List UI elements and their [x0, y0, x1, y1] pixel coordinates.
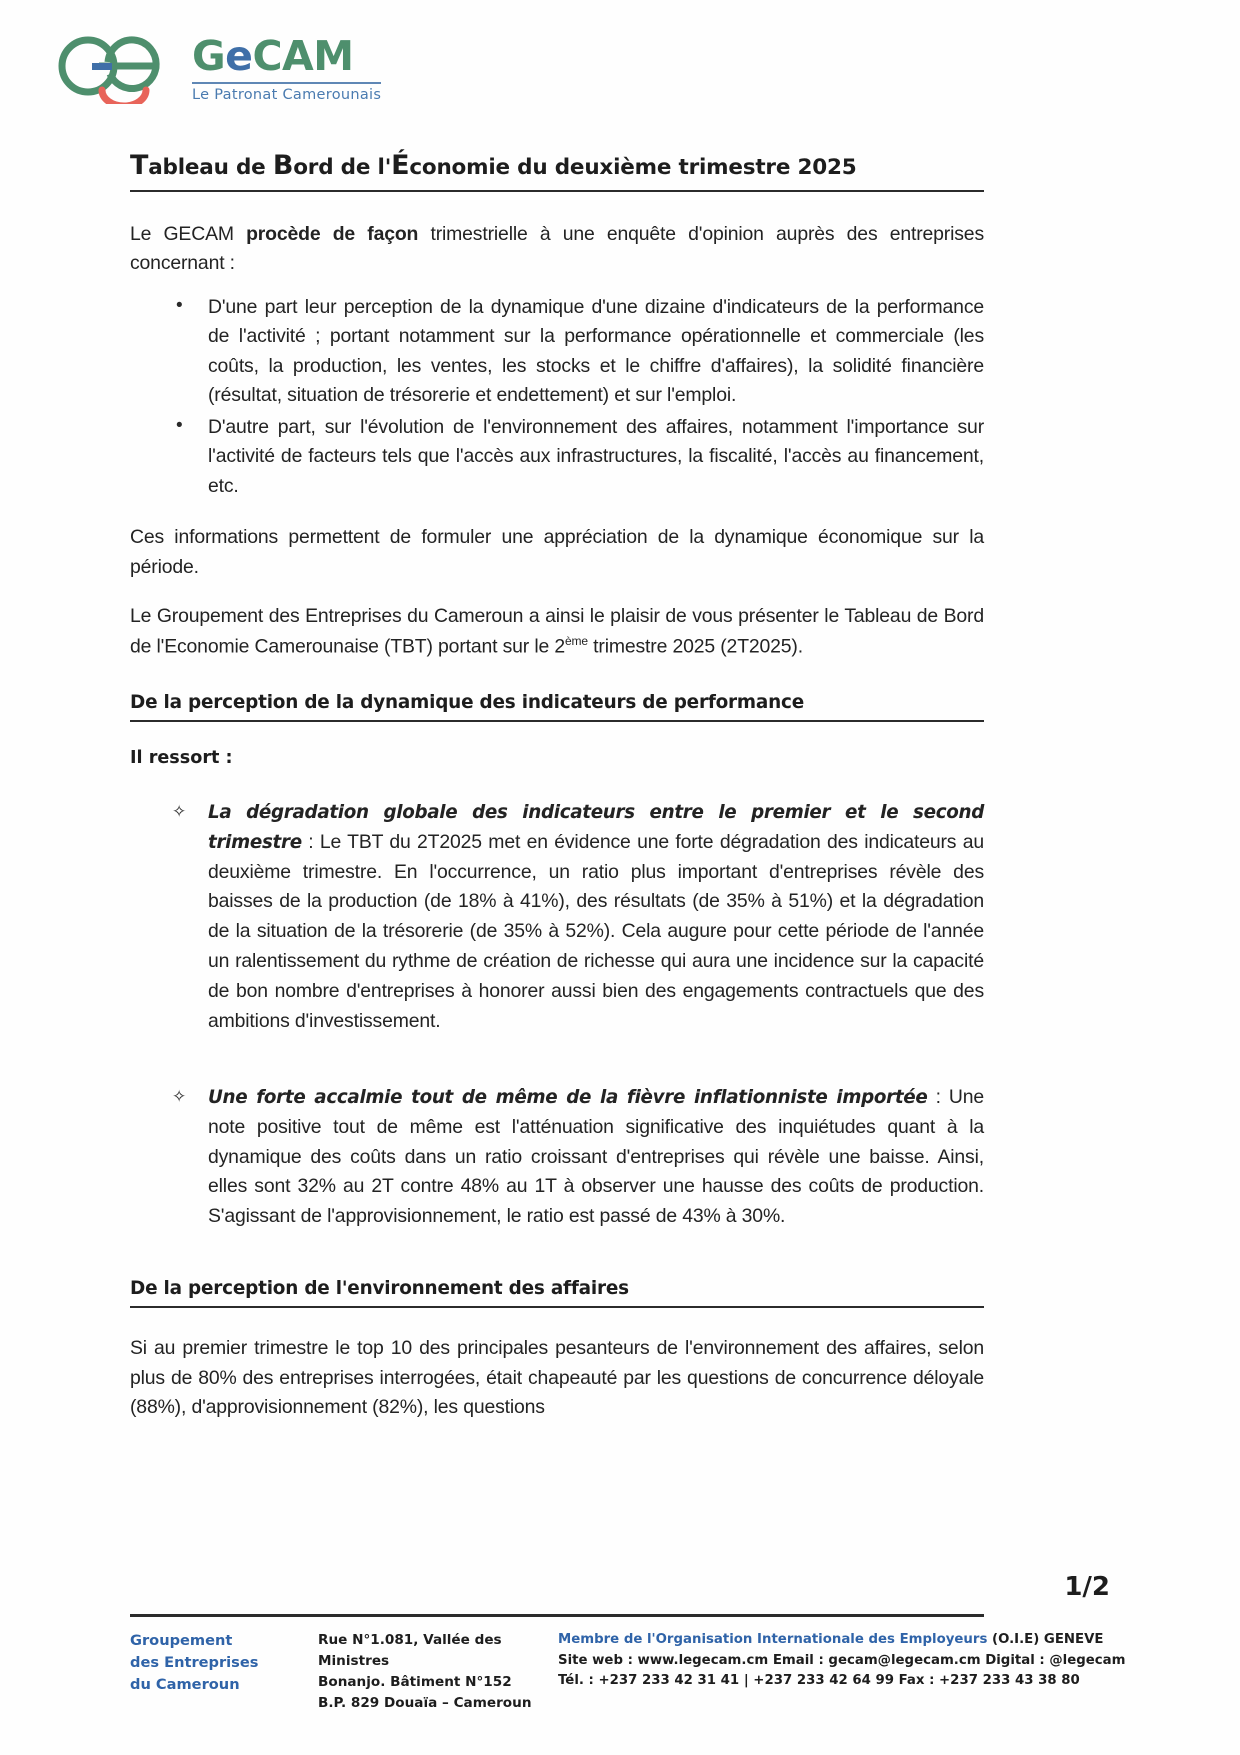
logo-tagline: Le Patronat Camerounais: [192, 86, 382, 103]
footer-address-line-3: B.P. 829 Douaïa – Cameroun: [318, 1695, 532, 1712]
survey-scope-list: [130, 293, 984, 501]
list-item: • D'une part leur perception de la dynamique d'une dizaine d'indicateurs de la performance de l'activité ; portant notamment sur la performance opérationnelle et commerciale (les coûts, la production, les ventes, les stocks et le chiffre d'affaires), la solidité financière (résultat, situation de trésorerie et endettement) et sur l'emploi.: [170, 293, 984, 411]
intro-paragraph: Le GECAM procède de façon trimestrielle à une enquête d'opinion auprès des entreprises concernant :: [130, 223, 984, 275]
footer-contact: [558, 1630, 1130, 1692]
section-heading-environnement: De la perception de l'environnement des affaires: [130, 1278, 984, 1308]
page-title: Tableau de Bord de l'Économie du deuxième trimestre 2025: [130, 150, 984, 192]
paragraph-groupement: Le Groupement des Entreprises du Cameroun a ainsi le plaisir de vous présenter le Tableau de Bord de l'Economie Camerounaise (TBT) portant sur le 2ème trimestre 2025 (2T2025).: [130, 605, 984, 658]
page-footer: [130, 1630, 1130, 1714]
footer-membership: Membre de l'Organisation Internationale des Employeurs (O.I.E) GENEVE: [558, 1632, 1104, 1647]
footer-web-line: Site web : www.legecam.cm Email : gecam@legecam.cm Digital : @legecam: [558, 1652, 1126, 1668]
footer-address-line-1: Rue N°1.081, Vallée des Ministres: [318, 1632, 502, 1670]
footer-address-line-2: Bonanjo. Bâtiment N°152: [318, 1674, 512, 1691]
paragraph-environnement: Si au premier trimestre le top 10 des principales pesanteurs de l'environnement des affaires, selon plus de 80% des entreprises interrogées, était chapeauté par les questions de concurrence déloyale (88%), d'approvisionnement (82%), les questions: [130, 1337, 984, 1419]
list-item: ✧ La dégradation globale des indicateurs entre le premier et le second trimestre : Le TBT du 2T2025 met en évidence une forte dégradation des indicateurs au deuxième trimestre. En l'occurrence, un ratio plus important d'entreprises révèle des baisses de la production (de 18% à 41%), des résultats (de 35% à 51%) et la dégradation de la situation de la trésorerie (de 35% à 52%). Cela augure pour cette période de l'année un ralentissement du rythme de création de richesse qui aura une incidence sur la capacité de bon nombre d'entreprises à honorer aussi bien des engagements contractuels que des ambitions d'investissement.: [170, 798, 984, 1037]
footer-org-line-1: Groupement: [130, 1632, 233, 1649]
page-number: 1/2: [1064, 1572, 1110, 1602]
gecam-logo: [52, 31, 382, 104]
footer-org-line-3: du Cameroun: [130, 1675, 240, 1693]
footer-organisation: [130, 1630, 318, 1696]
footer-divider: [130, 1614, 984, 1617]
footer-address: [318, 1630, 558, 1714]
footer-tel-line: Tél. : +237 233 42 31 41 | +237 233 42 64 99 Fax : +237 233 43 38 80: [558, 1673, 1080, 1689]
logo-divider: [192, 82, 381, 84]
list-item: ✧ Une forte accalmie tout de même de la fièvre inflationniste importée : Une note positive tout de même est l'atténuation significative des inquiétudes quant à la dynamique des coûts dans un ratio croissant d'entreprises qui révèle une baisse. Ainsi, elles sont 32% au 2T contre 48% au 1T à observer une hausse des coûts de production. S'agissant de l'approvisionnement, le ratio est passé de 43% à 30%.: [170, 1083, 984, 1232]
lead-in-il-ressort: Il ressort :: [130, 747, 233, 768]
gecam-logo-mark-icon: [52, 34, 170, 104]
list-item: • D'autre part, sur l'évolution de l'environnement des affaires, notamment l'importance sur l'activité de facteurs tels que l'accès aux infrastructures, la fiscalité, l'accès au financement, etc.: [170, 413, 984, 501]
section-heading-performance: De la perception de la dynamique des indicateurs de performance: [130, 692, 984, 722]
footer-org-line-2: des Entreprises: [130, 1653, 259, 1671]
gecam-wordmark-text: GeCAM: [192, 31, 354, 80]
paragraph-ces-informations: Ces informations permettent de formuler une appréciation de la dynamique économique sur la période.: [130, 526, 984, 578]
findings-list: [130, 798, 984, 1232]
document-body: [130, 150, 984, 1443]
gecam-wordmark: [192, 31, 382, 103]
